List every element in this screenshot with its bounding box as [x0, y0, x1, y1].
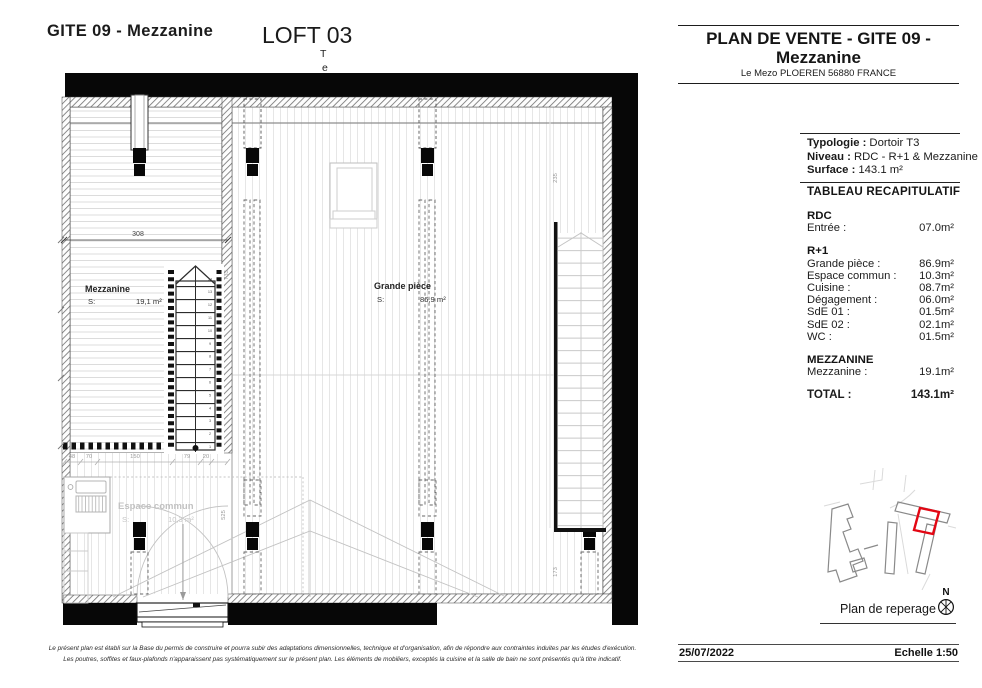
svg-text:6: 6	[208, 380, 212, 385]
svg-text:1: 1	[208, 445, 212, 449]
svg-text:14: 14	[207, 277, 213, 282]
typologie-row	[807, 137, 960, 151]
svg-text:11: 11	[208, 316, 212, 320]
label-mezzanine: Mezzanine	[85, 284, 131, 294]
niveau-label: Niveau :	[807, 150, 851, 163]
table-row: Cuisine : 08.7m²	[807, 282, 954, 295]
plan-title-line1: PLAN DE VENTE - GITE 09 -	[706, 29, 931, 48]
svg-text:5: 5	[208, 393, 212, 398]
svg-text:79: 79	[183, 454, 191, 460]
wall-right-hatch	[603, 107, 612, 594]
label-espace-commun: Espace commun	[118, 501, 194, 512]
disclaimer	[30, 644, 655, 665]
typologie-value: Dortoir T3	[869, 137, 920, 149]
surface-row	[807, 164, 960, 178]
entrance-door	[137, 603, 228, 627]
svg-text:S:: S:	[122, 515, 130, 524]
date-scale-block	[678, 644, 959, 662]
location-map-block	[820, 462, 956, 624]
typology-block	[800, 133, 978, 183]
svg-text:4: 4	[208, 406, 212, 411]
svg-text:48: 48	[68, 454, 76, 460]
section-rdc: RDC Entrée : 07.0m²	[807, 210, 954, 235]
svg-text:235: 235	[553, 173, 559, 183]
map-highlight-unit	[914, 508, 939, 534]
plan-title-line2: Mezzanine	[775, 48, 862, 67]
svg-text:7: 7	[208, 367, 212, 372]
table-row: WC : 01.5m²	[807, 330, 954, 343]
section-r1: R+1 Grande pièce : 86.9m² Espace commun : 10.3m² Cuisine : 08.7m² Dégagement : 06.0m² SdE 01 : 01.5m² SdE 02 : 02.1m² WC : 01.5m²	[807, 245, 954, 343]
table-row: SdE 02 : 02.1m²	[807, 318, 954, 331]
plan-date: 25/07/2022	[679, 647, 735, 659]
wall-top-hatch	[70, 97, 612, 107]
table-row: Mezzanine : 19.1m²	[807, 366, 954, 379]
svg-text:19,1 m²: 19,1 m²	[136, 297, 162, 306]
wall-top-black	[65, 73, 638, 97]
map-buildings	[828, 502, 950, 582]
loft-title: LOFT 03	[262, 22, 353, 48]
table-heading: TABLEAU RECAPITULATIF	[807, 185, 961, 198]
wall-right-black	[612, 95, 638, 625]
text-artifact-e: e	[322, 62, 328, 74]
address: Le Mezo PLOEREN 56880 FRANCE	[740, 68, 897, 79]
north-compass-icon	[936, 588, 956, 621]
svg-text:173: 173	[553, 567, 559, 577]
dim-308: 308	[132, 231, 144, 238]
map-roads	[824, 468, 956, 590]
text-artifact-t: T	[320, 48, 327, 60]
svg-text:8: 8	[208, 354, 212, 359]
mezzanine-stair	[164, 264, 224, 454]
svg-text:13: 13	[207, 290, 213, 295]
svg-text:10,3 m²: 10,3 m²	[168, 515, 194, 524]
disclaimer-line2: Les poutres, soffites et faux-plafonds n'apparaissent pas systématiquement sur le présent plan. Les éléments de mobiliers, exceptés la cuisine et la salle de bain ne sont présentés qu'à titre indicatif.	[63, 655, 622, 663]
svg-text:525: 525	[221, 510, 227, 520]
svg-text:S:: S:	[88, 297, 96, 306]
svg-text:733: 733	[224, 270, 230, 280]
north-label: N	[942, 587, 950, 598]
niveau-value: RDC - R+1 & Mezzanine	[853, 150, 978, 163]
compass-rose-icon	[937, 598, 955, 616]
section-mezzanine: MEZZANINE Mezzanine : 19.1m²	[807, 354, 954, 379]
upper-stair	[554, 222, 606, 532]
svg-text:2: 2	[208, 432, 212, 437]
main-floor	[232, 107, 603, 594]
dimension-bottom-labels	[69, 454, 209, 460]
svg-text:3: 3	[208, 419, 212, 424]
table-row: Espace commun : 10.3m²	[807, 269, 954, 282]
page-title: GITE 09 - Mezzanine	[47, 22, 214, 40]
table-row: Entrée : 07.0m²	[807, 222, 954, 235]
table-row: Dégagement : 06.0m²	[807, 294, 954, 307]
svg-text:12: 12	[207, 303, 213, 308]
surface-label: Surface :	[807, 164, 856, 177]
svg-text:86,9 m²: 86,9 m²	[420, 295, 446, 304]
svg-text:9: 9	[208, 341, 212, 346]
summary-table	[807, 210, 954, 402]
map-caption: Plan de reperage	[840, 602, 936, 616]
svg-text:20: 20	[202, 454, 210, 460]
table-row: Grande pièce : 86.9m²	[807, 257, 954, 270]
velux-window	[330, 163, 377, 228]
wall-bottom-black-right	[228, 603, 437, 625]
svg-text:150: 150	[130, 454, 140, 460]
title-block	[678, 25, 959, 84]
svg-text:S:: S:	[377, 295, 385, 304]
total-row: TOTAL : 143.1m²	[807, 388, 954, 402]
wall-bottom-hatch-right	[228, 594, 612, 603]
disclaimer-line1: Le présent plan est établi sur la Base du permis de construire et pourra subir des adaptations dimensionnelles, technique et d'organisation, afin de répondre aux contraintes induites par les études d'exécution.	[48, 645, 637, 652]
wall-bottom-hatch-left	[63, 595, 137, 603]
label-grande-piece: Grande pièce	[374, 281, 432, 291]
svg-text:10: 10	[207, 328, 213, 333]
site-map	[820, 462, 956, 590]
table-row: SdE 01 : 01.5m²	[807, 306, 954, 319]
wall-bottom-black-left	[63, 603, 137, 625]
typologie-label: Typologie :	[807, 137, 867, 149]
surface-value: 143.1 m²	[858, 164, 903, 177]
niveau-row	[807, 150, 978, 165]
plan-scale: Echelle 1:50	[894, 647, 958, 659]
svg-text:70: 70	[85, 454, 93, 460]
